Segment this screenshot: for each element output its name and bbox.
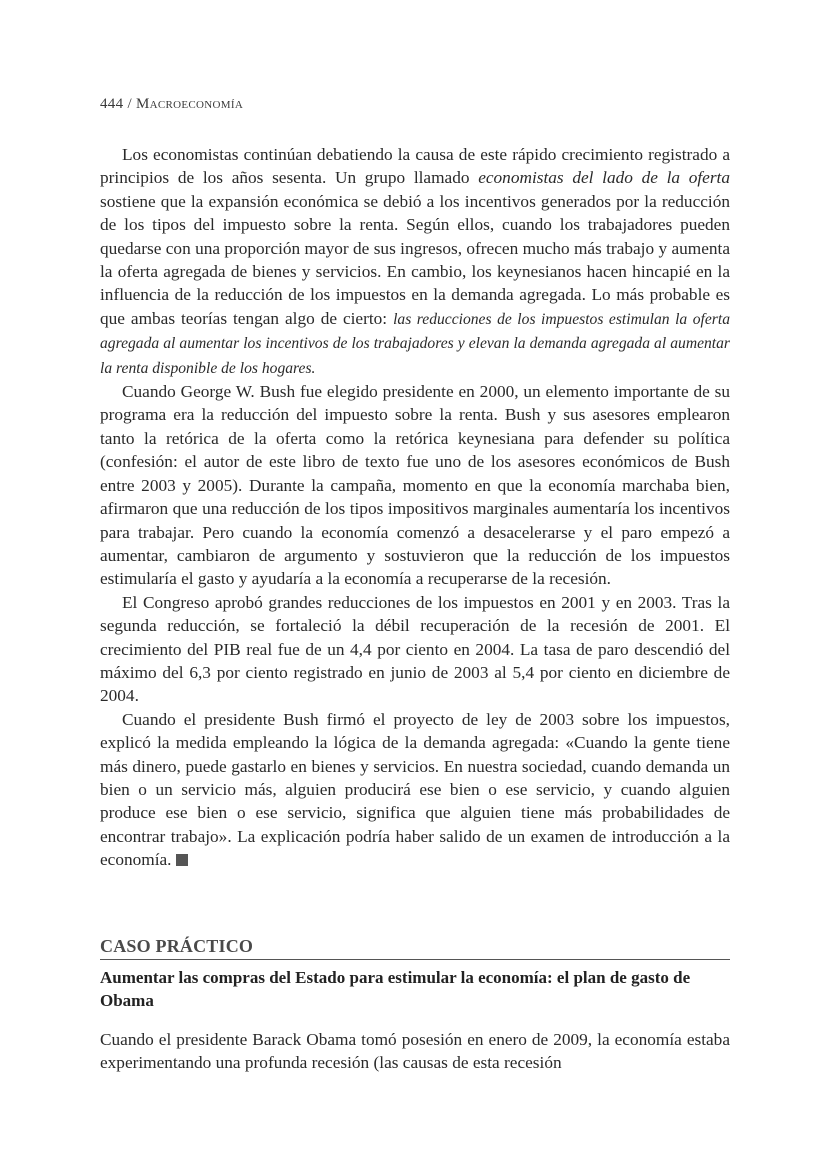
body-text [100,143,730,872]
case-study-label: CASO PRÁCTICO [100,936,730,960]
header-section-title: Macroeconomía [135,96,244,112]
italic-term: economistas del lado de la oferta [478,168,731,188]
paragraph-text: Cuando el presidente Bush firmó el proyecto de ley de 2003 sobre los impuestos, explicó la medida empleando la lógica de la demanda agregada: «Cuando la gente tiene más dinero, puede gastarlo en bienes y servicios. En nuestra sociedad, cuando demanda un bien o un servicio más, alguien producirá ese bien o ese servicio, y cuando alguien produce ese bien o ese servicio, significa que alguien tiene más probabilidades de encontrar trabajo». La explicación podría haber salido de un examen de introducción a la economía. [100,709,730,870]
paragraph-bush-quote [100,708,730,872]
case-study-title: Aumentar las compras del Estado para estimular la economía: el plan de gasto de Obama [100,968,691,1010]
italic-conclusion: las reducciones de los impuestos estimulan la oferta agregada al aumentar los incentivos de los trabajadores y elevan la demanda agregada al aumentar la renta disponible de los hogares. [100,310,730,377]
paragraph-congress: El Congreso aprobó grandes reducciones de los impuestos en 2001 y en 2003. Tras la segunda reducción, se fortaleció la débil recuperación de la recesión de 2001. El crecimiento del PIB real fue de un 4,4 por ciento en 2004. La tasa de paro descendió del máximo del 6,3 por ciento registrado en junio de 2003 al 5,4 por ciento en diciembre de 2004. [100,592,730,706]
header-separator: / [123,96,136,112]
running-header [100,96,243,113]
paragraph-bush-tax-cut: Cuando George W. Bush fue elegido presidente en 2000, un elemento importante de su programa era la reducción del impuesto sobre la renta. Bush y sus asesores emplearon tanto la retórica de la oferta como la retórica keynesiana para defender su política (confesión: el autor de este libro de texto fue uno de los asesores económicos de Bush entre 2003 y 2005). Durante la campaña, momento en que la economía marchaba bien, afirmaron que una reducción de los tipos impositivos marginales aumentaría los incentivos para trabajar. Pero cuando la economía comenzó a desacelerarse y el paro empezó a aumentar, cambiaron de argumento y sostuvieron que la reducción de los impuestos estimularía el gasto y ayudaría a la economía a recuperarse de la recesión. [100,382,730,589]
case-study-paragraph: Cuando el presidente Barack Obama tomó posesión en enero de 2009, la economía estaba experimentando una profunda recesión (las causas de esta recesión [100,1030,730,1073]
paragraph-text: sostiene que la expansión económica se debió a los incentivos generados por la reducción de los tipos del impuesto sobre la renta. Según ellos, cuando los trabajadores pueden quedarse con una proporción mayor de sus ingresos, ofrecen mucho más trabajo y aumenta la oferta agregada de bienes y servicios. En cambio, los keynesianos hacen hincapié en la influencia de la reducción de los impuestos en la demanda agregada. Lo más probable es que ambas teorías tengan algo de cierto: [100,191,730,328]
page-number: 444 [100,96,124,112]
paragraph-supply-side [100,143,730,380]
case-study-body [100,1028,730,1075]
end-square-icon [176,854,188,866]
paragraph-text: Los economistas continúan debatiendo la causa de este rápido crecimiento registrado a principios de los años sesenta. Un grupo llamado [100,145,730,188]
